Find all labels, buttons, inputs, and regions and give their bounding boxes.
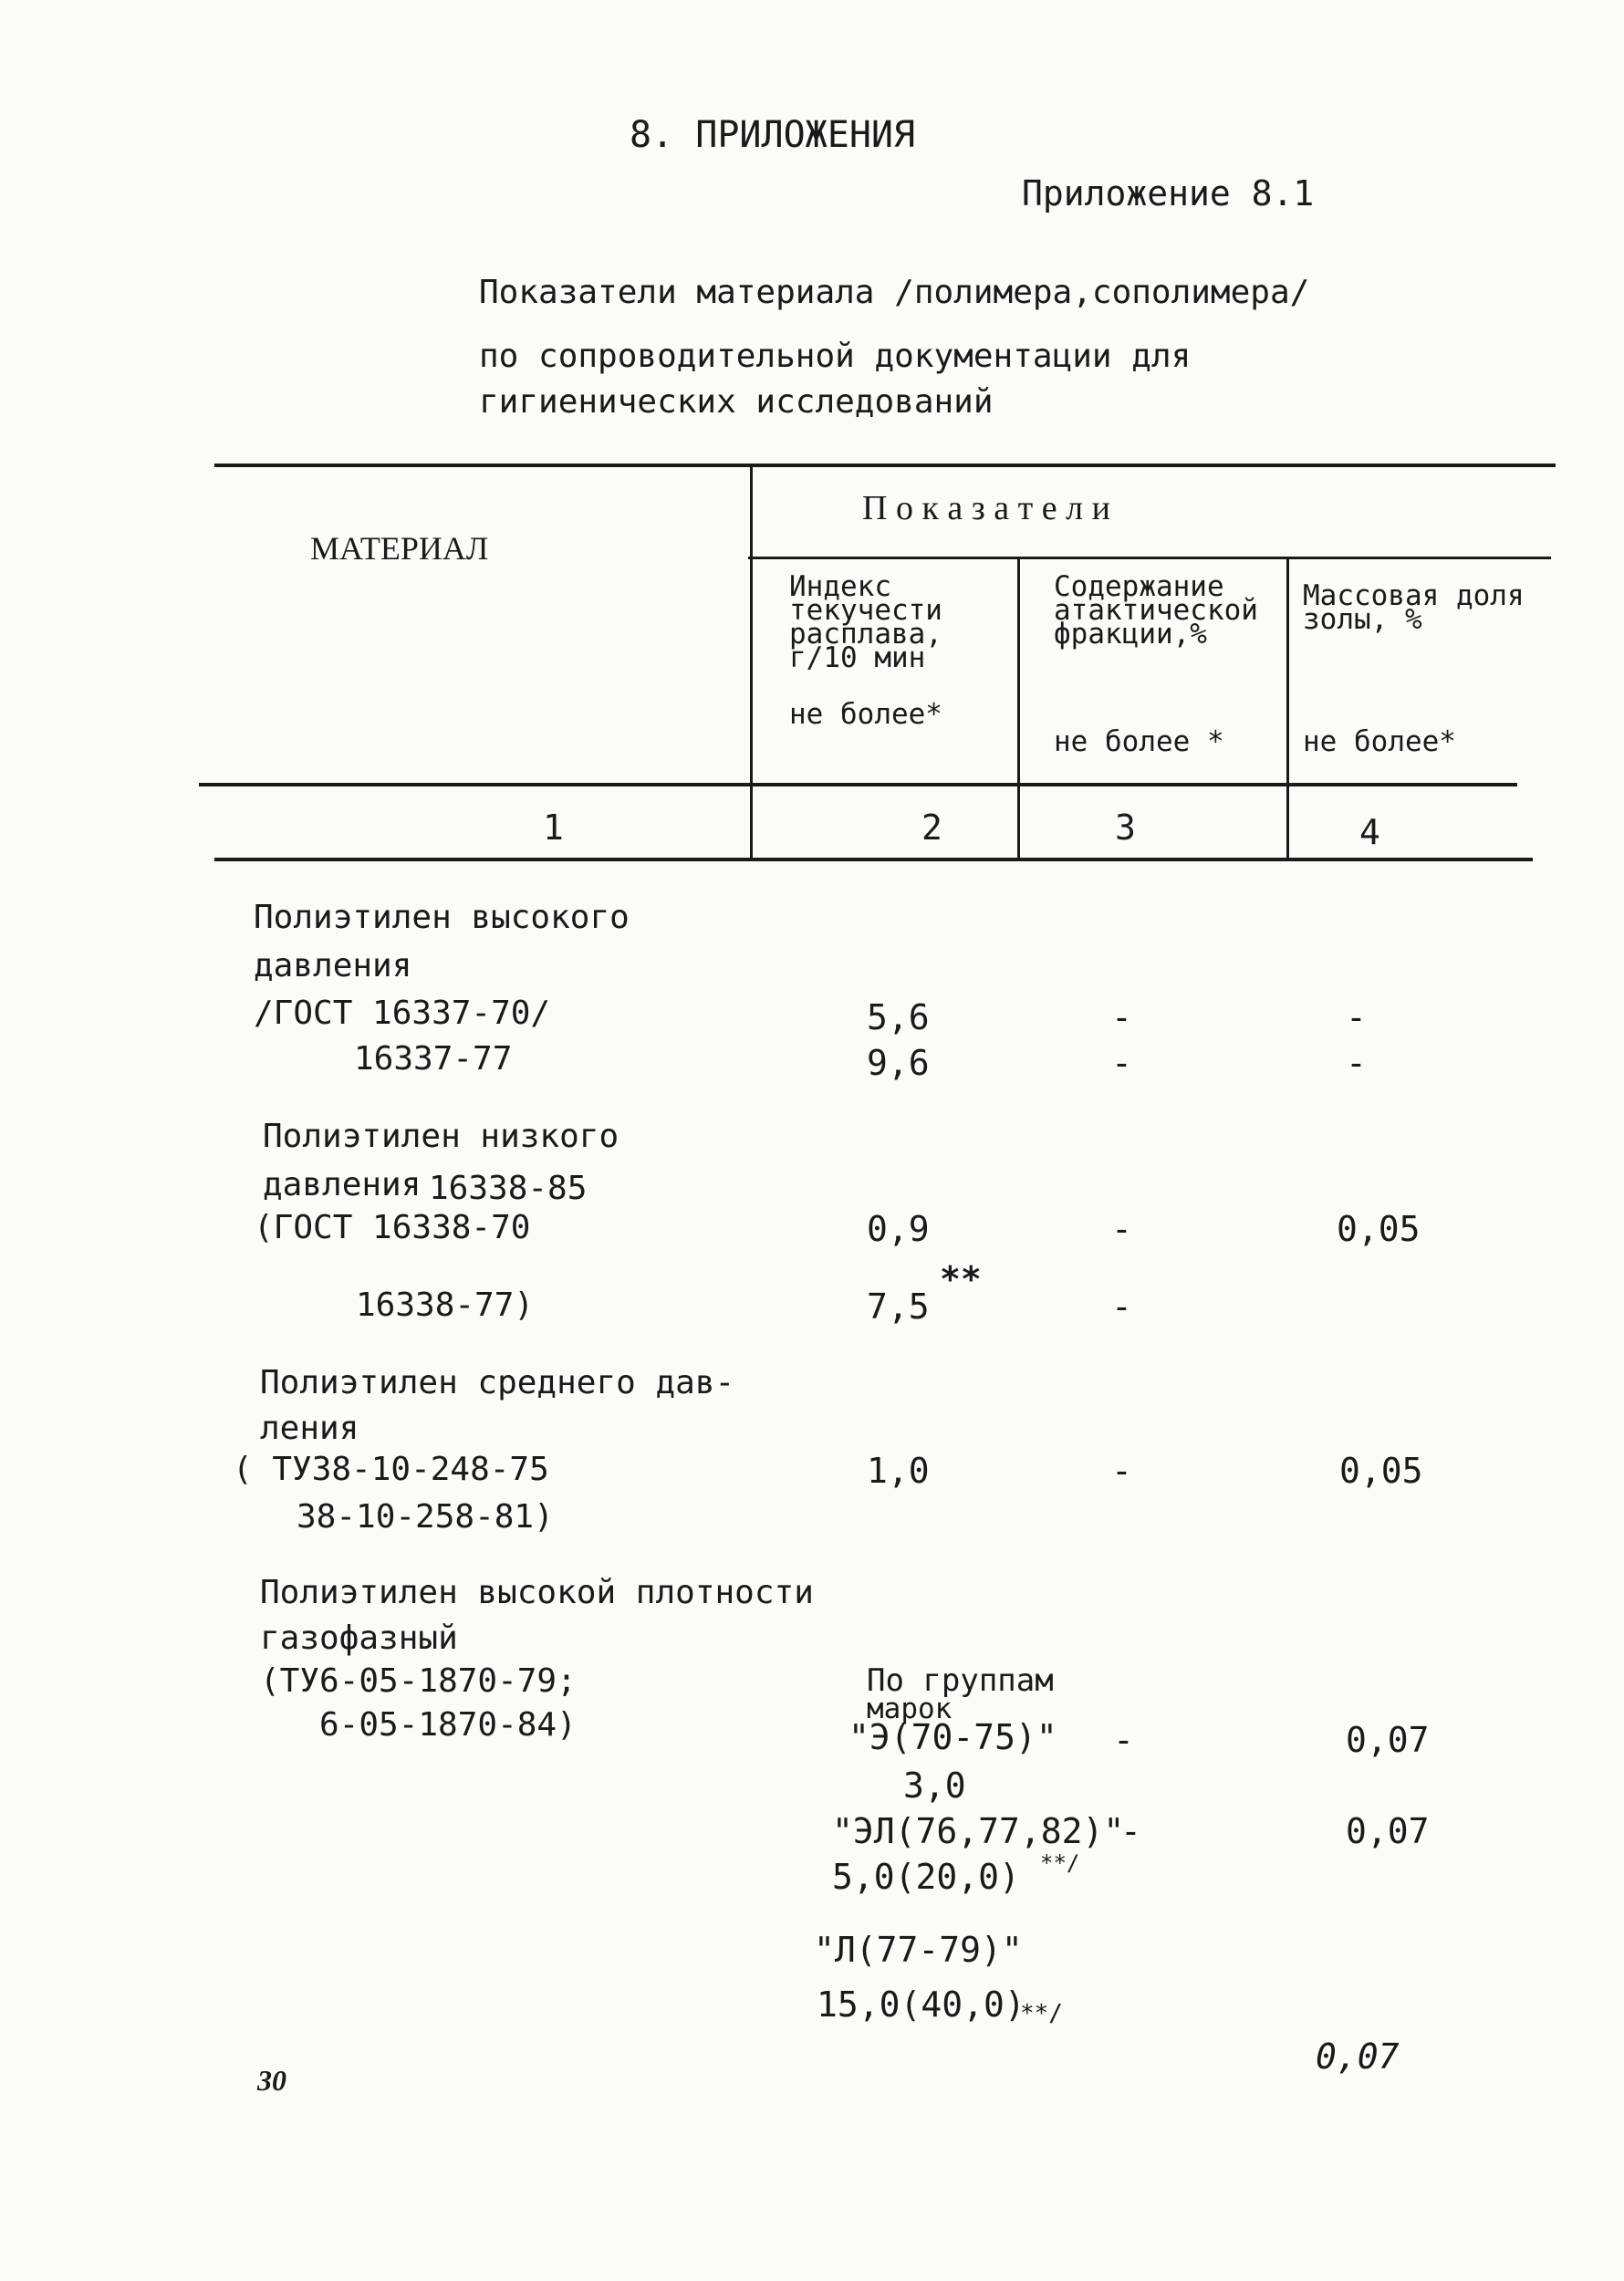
col2-header-line2: текучести (789, 594, 942, 627)
row4-material-line4: 6-05-1870-84) (319, 1706, 577, 1744)
row3-material-line4: 38-10-258-81) (297, 1498, 554, 1536)
row4-material-line3: (ТУ6-05-1870-79; (260, 1662, 577, 1700)
page-number: 30 (257, 2064, 286, 2097)
row4-grade3-value: 15,0(40,0) (817, 1984, 1025, 2025)
indicators-header: П о к а з а т е л и (862, 489, 1110, 527)
row3-material-line3: ( ТУ38-10-248-75 (233, 1451, 549, 1488)
row4-grade2: "ЭЛ(76,77,82)" (832, 1811, 1125, 1851)
row2-material-line1: Полиэтилен низкого (263, 1118, 619, 1155)
col4-header-line1: Массовая доля (1303, 579, 1525, 612)
section-title: 8. ПРИЛОЖЕНИЯ (630, 114, 916, 156)
row2-dash1: - (1111, 1209, 1132, 1249)
row2-material-line3: (ГОСТ 16338-70 (254, 1209, 531, 1246)
col3-header-line2: атактической (1054, 594, 1258, 627)
col3-header-line1: Содержание (1054, 570, 1224, 603)
col-divider-3 (1286, 558, 1289, 859)
col3-limit: не более * (1054, 725, 1224, 758)
col-divider-1 (750, 467, 753, 859)
row1-material-line2: давления (254, 947, 412, 984)
row4-grade1-dash: - (1113, 1720, 1134, 1760)
row4-grade2-ash: 0,07 (1346, 1811, 1430, 1851)
row2-value2-footnote: ** (940, 1259, 982, 1299)
row1-dash1: - (1111, 997, 1132, 1037)
caption-line-2: по сопроводительной документации для (479, 338, 1192, 375)
row2-value2: 7,5 (867, 1286, 930, 1327)
table-top-rule (214, 463, 1556, 467)
row1-material-line4: 16337-77 (354, 1040, 513, 1078)
row4-grade1: "Э(70-75)" (848, 1717, 1057, 1757)
col4-header-line2: золы, % (1303, 603, 1422, 636)
row4-material-line2: газофазный (260, 1620, 458, 1657)
material-header: МАТЕРИАЛ (310, 530, 489, 567)
row1-material-line1: Полиэтилен высокого (254, 899, 630, 936)
row2-dash2: - (1111, 1286, 1132, 1327)
row4-grade2-dash: - (1120, 1811, 1141, 1851)
numbers-bottom-rule (214, 858, 1533, 861)
row1-dash2: - (1111, 1043, 1132, 1083)
row1-ash1: - (1346, 997, 1367, 1037)
indicators-rule (748, 557, 1551, 559)
col2-header-line1: Индекс (789, 570, 891, 603)
row4-grade2-value: 5,0(20,0) (832, 1857, 1020, 1897)
caption-line-1: Показатели материала /полимера,сополимера/ (479, 274, 1310, 311)
row3-material-line1: Полиэтилен среднего дав- (260, 1364, 735, 1401)
row4-grade3-footnote: **/ (1020, 2000, 1063, 2027)
row4-grade1-value: 3,0 (903, 1765, 966, 1806)
col-number-3: 3 (1115, 807, 1136, 848)
row2-value1: 0,9 (867, 1209, 930, 1249)
row2-ash1: 0,05 (1337, 1209, 1421, 1249)
col4-limit: не более* (1303, 725, 1456, 758)
row1-material-line3: /ГОСТ 16337-70/ (254, 995, 551, 1032)
row3-value1: 1,0 (867, 1451, 930, 1491)
row1-value1: 5,6 (867, 997, 930, 1037)
col-number-1: 1 (543, 807, 564, 848)
row4-grade1-ash: 0,07 (1346, 1720, 1430, 1760)
row4-group-label: По группам (867, 1662, 1054, 1699)
col-number-4: 4 (1359, 812, 1380, 852)
row2-material-annotation: 16338-85 (429, 1170, 588, 1207)
row3-ash1: 0,05 (1339, 1451, 1423, 1491)
row3-material-line2: ления (260, 1410, 359, 1447)
row4-material-line1: Полиэтилен высокой плотности (260, 1574, 814, 1611)
row4-grade3-ash: 0,07 (1316, 2036, 1400, 2077)
row4-grade3: "Л(77-79)" (814, 1930, 1023, 1970)
row2-material-line2: давления (263, 1166, 422, 1203)
caption-line-3: гигиенических исследований (479, 383, 994, 421)
appendix-label: Приложение 8.1 (1022, 173, 1315, 214)
col-number-2: 2 (921, 807, 942, 848)
col2-limit: не более* (789, 698, 942, 731)
row4-grade2-footnote: **/ (1040, 1850, 1080, 1876)
row1-ash2: - (1346, 1043, 1367, 1083)
row3-dash1: - (1111, 1451, 1132, 1491)
col2-header-line3: расплава, (789, 618, 942, 651)
row2-material-line4: 16338-77) (356, 1286, 535, 1324)
row4-group-label-2: марок (867, 1693, 953, 1725)
row1-value2: 9,6 (867, 1043, 930, 1083)
col3-header-line3: фракции,% (1054, 618, 1207, 651)
header-bottom-rule (199, 783, 1517, 786)
col-divider-2 (1017, 558, 1020, 859)
col2-header-line4: г/10 мин (789, 641, 926, 674)
